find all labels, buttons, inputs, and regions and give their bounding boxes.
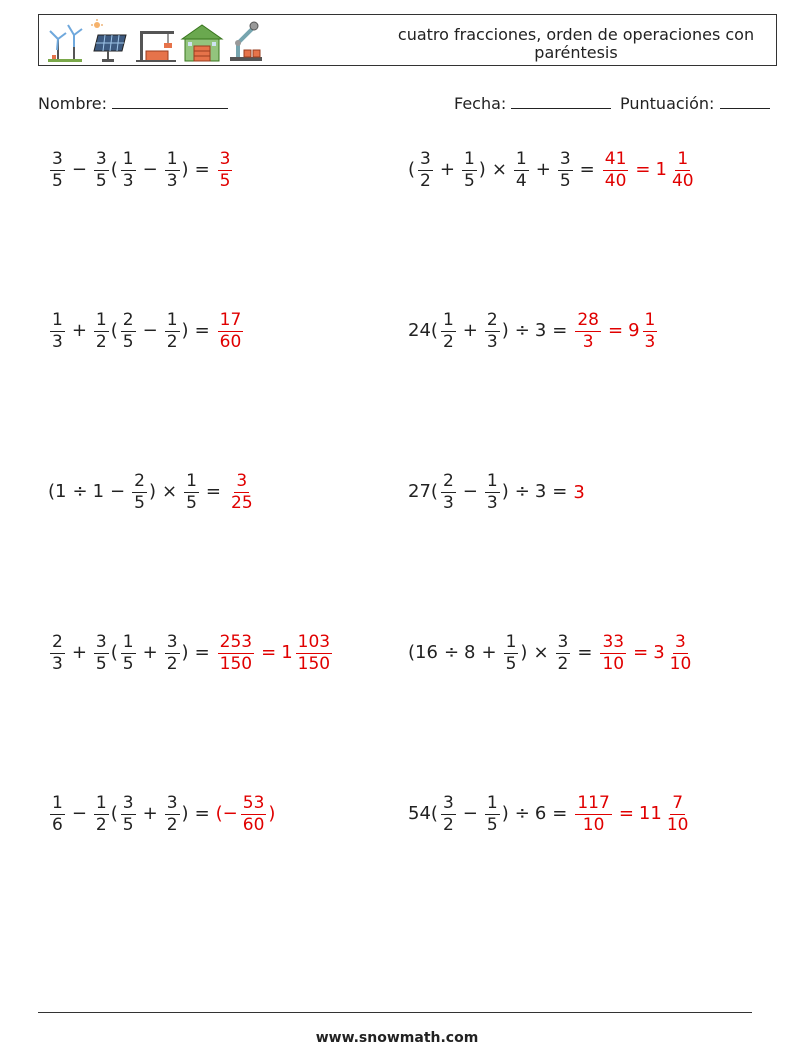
problem-7 [48, 623, 334, 683]
operator: − [71, 159, 87, 180]
problem-answer [601, 150, 698, 191]
fraction [94, 794, 109, 835]
numerator: 28 [577, 309, 599, 330]
denominator: 5 [219, 170, 231, 191]
number-text: 27( [408, 481, 438, 502]
numerator: 2 [486, 309, 498, 330]
number-text: (16 [408, 642, 438, 663]
denominator: 5 [122, 653, 134, 674]
denominator: 5 [95, 170, 107, 191]
numerator: 3 [442, 792, 454, 813]
numerator: 2 [134, 470, 145, 491]
problem-expression [408, 311, 572, 352]
operator: − [142, 159, 158, 180]
number-text: ) [501, 481, 509, 502]
fraction [514, 150, 529, 191]
fraction [558, 150, 573, 191]
denominator: 10 [669, 653, 692, 674]
numerator: 1 [122, 631, 134, 652]
number-text: ) [181, 642, 189, 663]
fraction [50, 633, 65, 674]
operator: = [552, 481, 568, 502]
operator: × [533, 642, 549, 663]
footer-site: www.snowmath.com [315, 1030, 479, 1046]
problem-2 [408, 140, 698, 200]
operator: = [635, 159, 651, 180]
operator: = [194, 642, 210, 663]
robot-arm-icon [226, 19, 266, 63]
denominator: 10 [602, 653, 625, 674]
problem-5 [48, 462, 257, 522]
denominator: 3 [582, 331, 594, 352]
fraction [165, 311, 180, 352]
problem-10 [408, 784, 692, 844]
numerator: 3 [219, 148, 231, 169]
denominator: 150 [219, 653, 253, 674]
fraction [670, 150, 696, 191]
operator: × [491, 159, 507, 180]
numerator: 3 [559, 148, 571, 169]
numerator: 1 [677, 148, 689, 169]
operator: = [577, 642, 593, 663]
operator: − [462, 803, 478, 824]
fraction [218, 311, 244, 352]
header-icons [44, 19, 266, 63]
denominator: 150 [297, 653, 331, 674]
numerator: 3 [166, 631, 178, 652]
fraction [184, 472, 199, 513]
fraction [504, 633, 519, 674]
score-field[interactable] [620, 94, 770, 113]
numerator: 2 [52, 631, 63, 652]
operator: + [71, 320, 87, 341]
operator: × [161, 481, 178, 502]
number-text: (1 [48, 481, 67, 502]
denominator: 2 [442, 331, 454, 352]
operator: + [142, 803, 158, 824]
number-text: 3 [573, 481, 585, 503]
operator: = [618, 803, 634, 824]
problem-expression [48, 633, 215, 674]
denominator: 40 [604, 170, 627, 191]
number-text: 24( [408, 320, 438, 341]
number-text: ( [110, 642, 118, 663]
fraction [485, 794, 500, 835]
operator: ÷ [514, 320, 530, 341]
number-text: 6 [534, 803, 547, 824]
problem-answer [216, 150, 235, 191]
fraction [165, 794, 180, 835]
number-text: ) [181, 803, 189, 824]
problem-6 [408, 462, 586, 522]
operator: = [194, 159, 210, 180]
numerator: 1 [166, 309, 178, 330]
problem-4 [408, 301, 659, 361]
denominator: 5 [486, 814, 498, 835]
fraction [462, 150, 477, 191]
denominator: 5 [559, 170, 571, 191]
numerator: 1 [463, 148, 475, 169]
fraction [643, 311, 658, 352]
numerator: 17 [219, 309, 242, 330]
fraction [441, 311, 456, 352]
denominator: 3 [122, 170, 134, 191]
denominator: 3 [52, 653, 63, 674]
number-text: ( [110, 803, 118, 824]
date-field[interactable] [454, 94, 611, 113]
date-blank[interactable] [511, 94, 611, 109]
denominator: 5 [463, 170, 475, 191]
denominator: 5 [122, 331, 134, 352]
problem-answer [573, 482, 585, 503]
fraction [94, 150, 109, 191]
denominator: 4 [515, 170, 527, 191]
denominator: 3 [644, 331, 656, 352]
fraction [418, 150, 433, 191]
fraction [165, 150, 180, 191]
denominator: 3 [486, 492, 498, 513]
operator: = [194, 320, 210, 341]
numerator: 3 [675, 631, 686, 652]
operator: = [261, 642, 277, 663]
denominator: 10 [582, 814, 605, 835]
numerator: 1 [644, 309, 656, 330]
numerator: 3 [166, 792, 178, 813]
operator: = [608, 320, 624, 341]
denominator: 5 [95, 653, 107, 674]
problem-3 [48, 301, 245, 361]
fraction [668, 633, 694, 674]
numerator: 1 [166, 148, 178, 169]
name-blank[interactable] [112, 94, 228, 109]
date-label: Fecha: [454, 94, 507, 113]
number-text: 3 [534, 481, 547, 502]
denominator: 2 [166, 653, 178, 674]
number-text: 1 [281, 642, 293, 663]
numerator: 33 [602, 631, 625, 652]
fraction [94, 633, 109, 674]
numerator: 3 [95, 631, 107, 652]
denominator: 5 [186, 492, 197, 513]
numerator: 41 [604, 148, 627, 169]
problem-answer [216, 794, 277, 835]
number-text: 3 [534, 320, 547, 341]
operator: + [462, 320, 478, 341]
operator: = [552, 320, 568, 341]
number-text: ) [478, 159, 486, 180]
problem-8 [408, 623, 695, 683]
name-label: Nombre: [38, 94, 107, 113]
crane-icon [132, 19, 178, 63]
name-field[interactable] [38, 94, 228, 113]
fraction [556, 633, 571, 674]
fraction [218, 633, 254, 674]
problem-expression [48, 311, 215, 352]
problem-answer [227, 472, 257, 513]
denominator: 2 [557, 653, 569, 674]
numerator: 3 [122, 792, 134, 813]
problem-expression [408, 472, 572, 513]
fraction [50, 794, 65, 835]
numerator: 1 [442, 309, 454, 330]
fraction [441, 472, 456, 513]
worksheet-header [38, 14, 777, 66]
numerator: 53 [242, 792, 265, 813]
number-text: ) [148, 481, 156, 502]
number-text: 8 [464, 642, 476, 663]
denominator: 6 [52, 814, 63, 835]
denominator: 2 [166, 814, 178, 835]
fraction [575, 794, 611, 835]
score-label: Puntuación: [620, 94, 715, 113]
number-text: ( [110, 159, 118, 180]
denominator: 40 [671, 170, 694, 191]
fraction [218, 150, 233, 191]
wind-turbine-icon [44, 19, 86, 63]
fraction [603, 150, 629, 191]
problem-answer [573, 311, 659, 352]
operator: ÷ [514, 481, 530, 502]
number-text: ) [181, 159, 189, 180]
number-text: ( [408, 159, 416, 180]
numerator: 117 [577, 792, 610, 813]
denominator: 25 [231, 492, 253, 513]
problem-expression [408, 633, 597, 674]
fraction [229, 472, 255, 513]
denominator: 2 [95, 814, 107, 835]
number-text: ) [268, 803, 276, 824]
numerator: 1 [52, 792, 63, 813]
operator: − [142, 320, 158, 341]
fraction [121, 311, 136, 352]
denominator: 5 [122, 814, 134, 835]
fraction [121, 794, 136, 835]
worksheet-title: cuatro fracciones, orden de operaciones con paréntesis [397, 25, 755, 62]
denominator: 60 [219, 331, 242, 352]
operator: + [142, 642, 158, 663]
denominator: 10 [666, 814, 689, 835]
numerator: 2 [122, 309, 134, 330]
operator: − [110, 481, 126, 502]
numerator: 1 [515, 148, 527, 169]
operator: + [71, 642, 87, 663]
denominator: 3 [486, 331, 498, 352]
operator: = [552, 803, 568, 824]
number-text: 1 [655, 159, 667, 180]
denominator: 5 [52, 170, 63, 191]
denominator: 2 [95, 331, 107, 352]
operator: − [462, 481, 478, 502]
fraction [121, 633, 136, 674]
solar-panel-icon [88, 19, 130, 63]
numerator: 1 [95, 792, 107, 813]
denominator: 2 [442, 814, 454, 835]
numerator: 3 [420, 148, 431, 169]
fraction [241, 794, 267, 835]
number-text: 3 [653, 642, 665, 663]
operator: ÷ [514, 803, 530, 824]
numerator: 1 [122, 148, 134, 169]
fraction [296, 633, 332, 674]
operator: + [439, 159, 455, 180]
operator: ÷ [443, 642, 460, 663]
operator: = [194, 803, 210, 824]
fraction [165, 633, 180, 674]
number-text: 54( [408, 803, 438, 824]
denominator: 3 [442, 492, 454, 513]
problem-expression [408, 794, 572, 835]
numerator: 1 [486, 470, 498, 491]
numerator: 7 [672, 792, 684, 813]
denominator: 5 [505, 653, 517, 674]
numerator: 3 [52, 148, 63, 169]
numerator: 3 [236, 470, 248, 491]
fraction [121, 150, 136, 191]
numerator: 1 [95, 309, 107, 330]
problem-expression [408, 150, 600, 191]
denominator: 2 [420, 170, 431, 191]
problem-answer [598, 633, 695, 674]
score-blank[interactable] [720, 94, 770, 109]
footer-divider [38, 1012, 752, 1013]
numerator: 1 [52, 309, 63, 330]
problem-1 [48, 140, 234, 200]
problem-expression [48, 472, 226, 513]
problem-answer [573, 794, 692, 835]
denominator: 3 [52, 331, 63, 352]
factory-icon [180, 19, 224, 63]
problem-expression [48, 150, 215, 191]
numerator: 253 [219, 631, 253, 652]
operator: = [579, 159, 595, 180]
problem-answer [216, 311, 246, 352]
fraction [441, 794, 456, 835]
operator: = [633, 642, 649, 663]
problem-expression [48, 794, 215, 835]
fraction [600, 633, 626, 674]
number-text: (− [215, 803, 238, 824]
denominator: 2 [166, 331, 178, 352]
fraction [94, 311, 109, 352]
number-text: 9 [628, 320, 640, 341]
operator: ÷ [72, 481, 88, 502]
denominator: 60 [242, 814, 265, 835]
fraction [50, 311, 65, 352]
number-text: ) [181, 320, 189, 341]
numerator: 3 [557, 631, 569, 652]
fraction [50, 150, 65, 191]
numerator: 3 [95, 148, 107, 169]
number-text: ( [110, 320, 118, 341]
operator: = [205, 481, 221, 502]
operator: − [71, 803, 87, 824]
operator: + [535, 159, 551, 180]
fraction [665, 794, 691, 835]
number-text: ) [501, 803, 509, 824]
number-text: ) [520, 642, 528, 663]
denominator: 5 [134, 492, 145, 513]
fraction [485, 311, 500, 352]
numerator: 1 [505, 631, 517, 652]
numerator: 1 [486, 792, 498, 813]
problem-9 [48, 784, 276, 844]
numerator: 1 [186, 470, 197, 491]
number-text: 1 [92, 481, 105, 502]
number-text: ) [501, 320, 509, 341]
fraction [132, 472, 147, 513]
problem-answer [216, 633, 334, 674]
fraction [485, 472, 500, 513]
denominator: 3 [166, 170, 178, 191]
numerator: 2 [442, 470, 454, 491]
fraction [575, 311, 601, 352]
operator: + [481, 642, 497, 663]
number-text: 11 [638, 803, 662, 824]
numerator: 103 [297, 631, 331, 652]
